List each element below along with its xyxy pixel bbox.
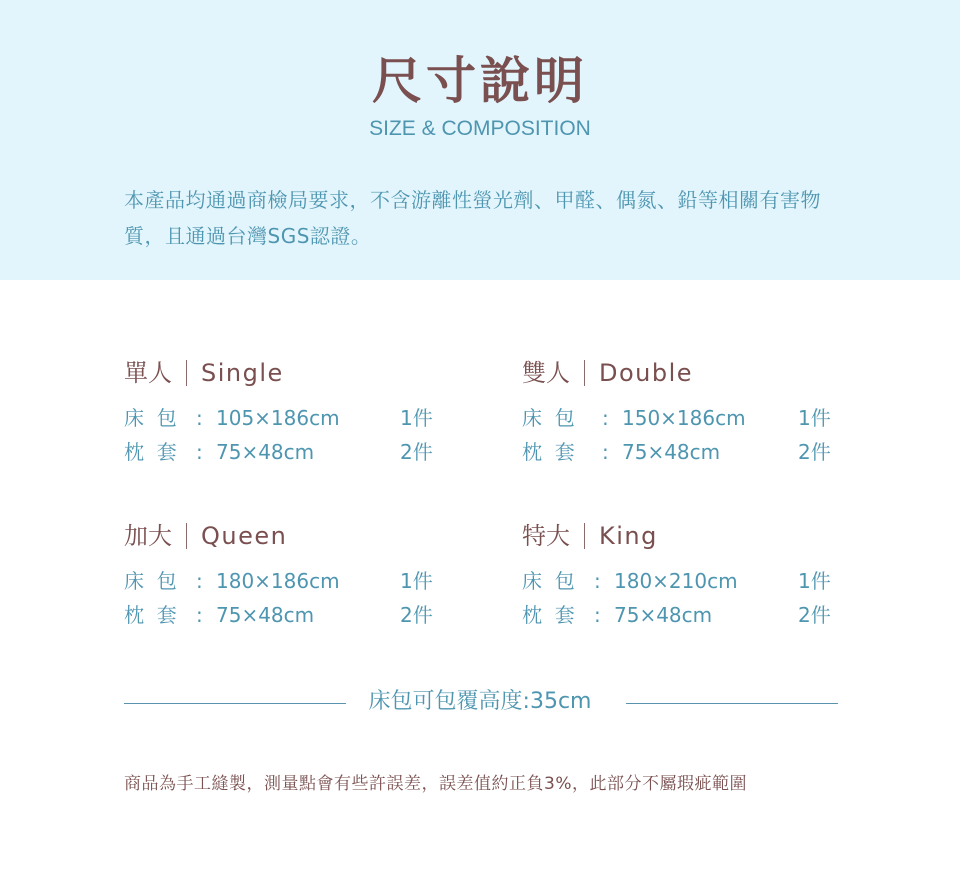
size-name-en: King — [599, 522, 658, 550]
size-name-zh: 雙人 — [522, 359, 570, 387]
item-colon: : — [196, 406, 203, 430]
intro-text: 本產品均通過商檢局要求，不含游離性螢光劑、甲醛、偶氮、鉛等相關有害物質，且通過台灣SGS認證。 — [124, 188, 821, 248]
item-colon: : — [196, 603, 203, 627]
divider-right — [626, 703, 838, 704]
item-quantity: 2件 — [400, 603, 433, 627]
item-colon: : — [602, 440, 609, 464]
item-quantity: 2件 — [798, 440, 831, 464]
size-name-zh: 單人 — [124, 359, 172, 387]
size-row-pillowcase — [522, 598, 852, 632]
item-label: 床 包 — [522, 569, 575, 593]
footnote-text: 商品為手工縫製，測量點會有些許誤差，誤差值約正負3%，此部分不屬瑕疵範圍 — [124, 774, 747, 794]
item-label: 枕 套 — [124, 440, 177, 464]
size-row-fitted-sheet — [522, 564, 852, 598]
size-heading — [124, 520, 454, 552]
size-block-king — [522, 520, 852, 632]
size-row-fitted-sheet — [124, 401, 454, 435]
item-dimensions: 75×48cm — [216, 603, 315, 627]
size-heading — [522, 357, 852, 389]
size-row-fitted-sheet — [522, 401, 852, 435]
item-colon: : — [196, 569, 203, 593]
coverage-height-text: 床包可包覆高度:35cm — [368, 689, 592, 714]
size-name-zh: 加大 — [124, 522, 172, 550]
item-quantity: 1件 — [798, 569, 831, 593]
heading-separator — [584, 523, 585, 549]
size-row-pillowcase — [522, 435, 852, 469]
item-label: 床 包 — [124, 406, 177, 430]
item-quantity: 2件 — [400, 440, 433, 464]
item-colon: : — [602, 406, 609, 430]
item-dimensions: 75×48cm — [216, 440, 315, 464]
size-name-en: Queen — [201, 522, 288, 550]
item-label: 床 包 — [522, 406, 575, 430]
item-label: 枕 套 — [522, 440, 575, 464]
item-dimensions: 105×186cm — [216, 406, 340, 430]
item-label: 床 包 — [124, 569, 177, 593]
heading-separator — [186, 360, 187, 386]
size-heading — [124, 357, 454, 389]
size-name-zh: 特大 — [522, 522, 570, 550]
size-row-fitted-sheet — [124, 564, 454, 598]
size-block-double — [522, 357, 852, 469]
item-dimensions: 150×186cm — [622, 406, 746, 430]
item-dimensions: 75×48cm — [622, 440, 721, 464]
size-row-pillowcase — [124, 435, 454, 469]
heading-separator — [186, 523, 187, 549]
item-label: 枕 套 — [124, 603, 177, 627]
item-colon: : — [594, 569, 601, 593]
item-quantity: 2件 — [798, 603, 831, 627]
size-row-pillowcase — [124, 598, 454, 632]
size-heading — [522, 520, 852, 552]
page-title: 尺寸說明 — [372, 52, 588, 110]
item-dimensions: 75×48cm — [614, 603, 713, 627]
size-name-en: Double — [599, 359, 694, 387]
item-quantity: 1件 — [400, 406, 433, 430]
size-name-en: Single — [201, 359, 284, 387]
item-colon: : — [594, 603, 601, 627]
size-block-queen — [124, 520, 454, 632]
size-block-single — [124, 357, 454, 469]
page-subtitle: SIZE & COMPOSITION — [369, 117, 591, 140]
item-dimensions: 180×186cm — [216, 569, 340, 593]
item-colon: : — [196, 440, 203, 464]
item-dimensions: 180×210cm — [614, 569, 738, 593]
header-band — [0, 0, 960, 280]
heading-separator — [584, 360, 585, 386]
item-quantity: 1件 — [400, 569, 433, 593]
item-quantity: 1件 — [798, 406, 831, 430]
item-label: 枕 套 — [522, 603, 575, 627]
